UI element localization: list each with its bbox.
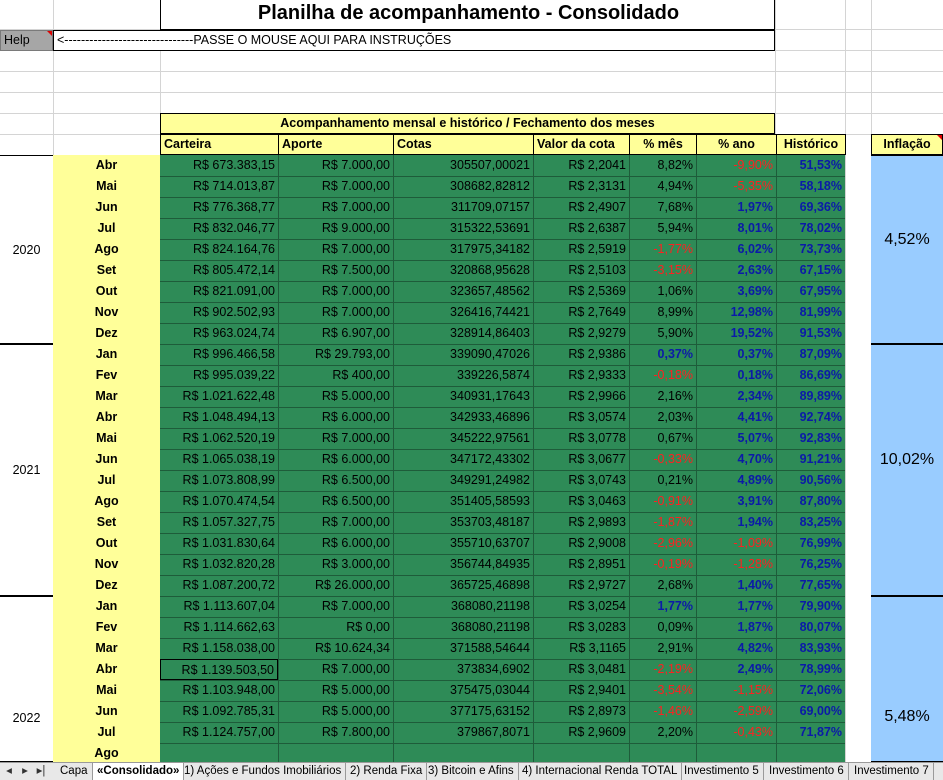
cell-carteira[interactable]: R$ 673.383,15: [192, 158, 275, 172]
cell-mes[interactable]: 0,09%: [657, 620, 693, 634]
cell-aporte[interactable]: R$ 6.500,00: [321, 473, 390, 487]
cell-aporte[interactable]: R$ 6.907,00: [321, 326, 390, 340]
cell-carteira[interactable]: R$ 1.092.785,31: [182, 704, 275, 718]
cell-cotas[interactable]: 311709,07157: [450, 200, 530, 214]
cell-hist[interactable]: 87,80%: [799, 494, 842, 508]
cell-aporte[interactable]: R$ 7.000,00: [321, 515, 390, 529]
cell-ano[interactable]: [696, 743, 776, 764]
cell-carteira[interactable]: R$ 1.113.607,04: [183, 599, 275, 613]
cell-mes[interactable]: -3,15%: [653, 263, 693, 277]
cell-mes[interactable]: 2,16%: [657, 389, 693, 403]
year-label[interactable]: 2022: [12, 711, 41, 725]
cell-ano[interactable]: 6,02%: [737, 242, 773, 256]
cell-cotas[interactable]: 356744,84935: [450, 557, 530, 571]
cell-cota[interactable]: R$ 2,5369: [568, 284, 626, 298]
month-cell[interactable]: Nov: [94, 305, 119, 319]
help-message[interactable]: <-------------------------------PASSE O MOUSE AQUI PARA INSTRUÇÕES: [53, 30, 775, 51]
cell-carteira[interactable]: R$ 995.039,22: [192, 368, 275, 382]
cell-carteira[interactable]: [160, 743, 278, 764]
tab-sheet-0[interactable]: Capa: [56, 763, 93, 780]
cell-carteira[interactable]: R$ 1.073.808,99: [182, 473, 275, 487]
cell-aporte[interactable]: R$ 7.800,00: [321, 725, 390, 739]
cell-hist[interactable]: 77,65%: [799, 578, 842, 592]
cell-carteira[interactable]: R$ 1.103.948,00: [182, 683, 275, 697]
cell-mes[interactable]: -0,19%: [653, 557, 693, 571]
cell-cota[interactable]: R$ 2,7649: [568, 305, 626, 319]
cell-cota[interactable]: R$ 3,0463: [568, 494, 626, 508]
cell-cotas[interactable]: 305507,00021: [450, 158, 530, 172]
cell-ano[interactable]: 4,89%: [737, 473, 773, 487]
cell-carteira[interactable]: R$ 805.472,14: [192, 263, 275, 277]
gridline-h: [0, 71, 943, 72]
cell-hist[interactable]: 83,93%: [799, 641, 842, 655]
cell-cota[interactable]: [533, 743, 629, 764]
cell-hist[interactable]: 73,73%: [799, 242, 842, 256]
cell-aporte[interactable]: R$ 7.000,00: [321, 662, 390, 676]
month-cell[interactable]: Out: [95, 284, 118, 298]
cell-mes[interactable]: 0,21%: [657, 473, 693, 487]
cell-cota[interactable]: R$ 3,0574: [568, 410, 626, 424]
cell-carteira[interactable]: R$ 1.124.757,00: [182, 725, 275, 739]
cell-hist[interactable]: 69,00%: [799, 704, 842, 718]
inflation-block[interactable]: [871, 596, 943, 762]
cell-carteira[interactable]: R$ 1.021.622,48: [182, 389, 275, 403]
cell-cota[interactable]: R$ 2,5103: [568, 263, 626, 277]
cell-cotas[interactable]: 342933,46896: [450, 410, 530, 424]
scroll-last-tab-icon[interactable]: ▸|: [36, 765, 46, 777]
cell-mes[interactable]: -1,87%: [653, 515, 693, 529]
cell-mes[interactable]: 8,99%: [657, 305, 693, 319]
cell-aporte[interactable]: [278, 743, 393, 764]
cell-cotas[interactable]: 371588,54644: [450, 641, 530, 655]
month-cell[interactable]: Abr: [95, 662, 118, 676]
cell-cotas[interactable]: 379867,8071: [457, 725, 530, 739]
cell-hist[interactable]: 67,15%: [799, 263, 842, 277]
month-cell[interactable]: Set: [96, 515, 117, 529]
cell-cota[interactable]: R$ 2,9727: [568, 578, 626, 592]
cell-mes[interactable]: 2,68%: [657, 578, 693, 592]
cell-cota[interactable]: R$ 2,8973: [568, 704, 626, 718]
cell-cota[interactable]: R$ 3,0743: [568, 473, 626, 487]
tab-sheet-7[interactable]: Investimento 6: [765, 763, 849, 780]
cell-aporte[interactable]: R$ 7.000,00: [321, 284, 390, 298]
cell-aporte[interactable]: R$ 5.000,00: [321, 704, 390, 718]
cell-cota[interactable]: R$ 2,4907: [568, 200, 626, 214]
cell-mes[interactable]: -3,54%: [653, 683, 693, 697]
cell-hist[interactable]: 51,53%: [799, 158, 842, 172]
cell-cota[interactable]: R$ 2,9401: [568, 683, 626, 697]
cell-hist[interactable]: 83,25%: [799, 515, 842, 529]
cell-hist[interactable]: 78,02%: [799, 221, 842, 235]
cell-cotas[interactable]: [393, 743, 533, 764]
header-historico[interactable]: Histórico: [776, 134, 846, 155]
cell-ano[interactable]: 4,70%: [737, 452, 773, 466]
cell-carteira[interactable]: R$ 1.048.494,13: [182, 410, 275, 424]
scroll-prev-tab-icon[interactable]: ▸: [22, 765, 28, 777]
cell-ano[interactable]: 4,82%: [737, 641, 773, 655]
cell-mes[interactable]: 1,77%: [657, 599, 693, 613]
month-cell[interactable]: Fev: [95, 620, 118, 634]
cell-hist[interactable]: 81,99%: [799, 305, 842, 319]
month-cell[interactable]: Abr: [95, 410, 118, 424]
cell-cotas[interactable]: 349291,24982: [450, 473, 530, 487]
sheet-tabs-bar: [0, 762, 943, 780]
cell-ano[interactable]: 1,40%: [737, 578, 773, 592]
cell-carteira[interactable]: R$ 1.062.520,19: [182, 431, 275, 445]
month-cell[interactable]: Mai: [96, 683, 117, 697]
cell-ano[interactable]: 8,01%: [737, 221, 773, 235]
cell-hist[interactable]: 91,21%: [799, 452, 842, 466]
cell-hist[interactable]: 86,69%: [799, 368, 842, 382]
month-cell[interactable]: Abr: [95, 158, 118, 172]
cell-cotas[interactable]: 339226,5874: [457, 368, 530, 382]
cell-ano[interactable]: 12,98%: [730, 305, 773, 319]
month-cell[interactable]: Jun: [95, 200, 118, 214]
month-cell[interactable]: Ago: [94, 494, 119, 508]
month-cell[interactable]: Mar: [95, 641, 118, 655]
cell-cotas[interactable]: 365725,46898: [450, 578, 530, 592]
cell-hist[interactable]: 72,06%: [799, 683, 842, 697]
cell-hist[interactable]: [776, 743, 845, 764]
header-carteira[interactable]: Carteira: [160, 134, 279, 155]
cell-mes[interactable]: 5,94%: [657, 221, 693, 235]
cell-carteira[interactable]: R$ 821.091,00: [192, 284, 275, 298]
cell-ano[interactable]: 0,37%: [737, 347, 773, 361]
cell-cotas[interactable]: 320868,95628: [450, 263, 530, 277]
month-cell[interactable]: Mai: [96, 431, 117, 445]
cell-aporte[interactable]: R$ 7.000,00: [321, 158, 390, 172]
month-cell[interactable]: Jul: [97, 473, 116, 487]
cell-mes[interactable]: -0,18%: [653, 368, 693, 382]
tab-sheet-4[interactable]: 3) Bitcoin e Afins: [424, 763, 519, 780]
cell-aporte[interactable]: R$ 9.000,00: [321, 221, 390, 235]
cell-ano[interactable]: -1,15%: [733, 683, 773, 697]
tab-sheet-6[interactable]: Investimento 5: [680, 763, 764, 780]
month-cell[interactable]: Jun: [95, 452, 118, 466]
month-cell[interactable]: Out: [95, 536, 118, 550]
cell-mes[interactable]: -0,33%: [653, 452, 693, 466]
cell-cota[interactable]: R$ 2,9609: [568, 725, 626, 739]
cell-ano[interactable]: 2,49%: [737, 662, 773, 676]
cell-aporte[interactable]: R$ 7.000,00: [321, 431, 390, 445]
cell-cota[interactable]: R$ 2,9279: [568, 326, 626, 340]
month-cell[interactable]: Mar: [95, 389, 118, 403]
cell-cota[interactable]: R$ 3,0481: [568, 662, 626, 676]
cell-mes[interactable]: -0,91%: [653, 494, 693, 508]
month-cell[interactable]: Jul: [97, 221, 116, 235]
inflation-header[interactable]: [871, 134, 943, 155]
cell-aporte[interactable]: R$ 7.000,00: [321, 599, 390, 613]
header-pct-mes[interactable]: % mês: [629, 134, 697, 155]
cell-ano[interactable]: 1,97%: [737, 200, 773, 214]
cell-cota[interactable]: R$ 3,0778: [568, 431, 626, 445]
cell-hist[interactable]: 76,25%: [799, 557, 842, 571]
month-cell[interactable]: Dez: [95, 326, 118, 340]
cell-cota[interactable]: R$ 2,3131: [568, 179, 626, 193]
cell-cota[interactable]: R$ 2,2041: [568, 158, 626, 172]
cell-cotas[interactable]: 353703,48187: [450, 515, 530, 529]
cell-cota[interactable]: R$ 2,9893: [568, 515, 626, 529]
cell-ano[interactable]: -2,59%: [733, 704, 773, 718]
cell-cotas[interactable]: 328914,86403: [450, 326, 530, 340]
cell-ano[interactable]: 19,52%: [730, 326, 773, 340]
cell-mes[interactable]: -1,46%: [653, 704, 693, 718]
inflation-header-label: Inflação: [883, 137, 931, 151]
cell-ano[interactable]: -0,43%: [733, 725, 773, 739]
cell-carteira[interactable]: R$ 832.046,77: [192, 221, 275, 235]
cell-ano[interactable]: 1,87%: [737, 620, 773, 634]
cell-aporte[interactable]: R$ 6.000,00: [321, 536, 390, 550]
cell-aporte[interactable]: R$ 6.500,00: [321, 494, 390, 508]
cell-carteira[interactable]: R$ 996.466,58: [192, 347, 275, 361]
cell-mes[interactable]: 0,67%: [657, 431, 693, 445]
cell-carteira[interactable]: R$ 776.368,77: [192, 200, 275, 214]
cell-mes[interactable]: 2,20%: [657, 725, 693, 739]
cell-mes[interactable]: 5,90%: [657, 326, 693, 340]
cell-hist[interactable]: 71,87%: [799, 725, 842, 739]
cell-cotas[interactable]: 317975,34182: [450, 242, 530, 256]
cell-cotas[interactable]: 345222,97561: [450, 431, 530, 445]
month-cell[interactable]: Jan: [95, 347, 118, 361]
cell-hist[interactable]: 89,89%: [799, 389, 842, 403]
cell-aporte[interactable]: R$ 29.793,00: [314, 347, 390, 361]
cell-aporte[interactable]: R$ 7.000,00: [321, 305, 390, 319]
month-cell[interactable]: Ago: [94, 746, 119, 760]
cell-cotas[interactable]: 347172,43302: [450, 452, 530, 466]
cell-carteira[interactable]: R$ 1.087.200,72: [182, 578, 275, 592]
cell-cota[interactable]: R$ 2,9386: [568, 347, 626, 361]
cell-carteira[interactable]: R$ 1.070.474,54: [182, 494, 275, 508]
month-cell[interactable]: Nov: [94, 557, 119, 571]
cell-aporte[interactable]: R$ 7.000,00: [321, 179, 390, 193]
gridline-h: [0, 92, 943, 93]
cell-ano[interactable]: 2,63%: [737, 263, 773, 277]
cell-aporte[interactable]: R$ 3.000,00: [321, 557, 390, 571]
month-cell[interactable]: Jan: [95, 599, 118, 613]
tab-sheet-2[interactable]: 1) Ações e Fundos Imobiliários: [180, 763, 346, 780]
tab-sheet-3[interactable]: 2) Renda Fixa: [346, 763, 427, 780]
cell-ano[interactable]: 1,77%: [737, 599, 773, 613]
cell-carteira[interactable]: R$ 1.139.503,50: [160, 659, 278, 680]
cell-hist[interactable]: 76,99%: [799, 536, 842, 550]
cell-hist[interactable]: 92,74%: [799, 410, 842, 424]
cell-carteira[interactable]: R$ 902.502,93: [192, 305, 275, 319]
inflation-value: 10,02%: [879, 451, 935, 468]
gridline-v: [845, 0, 846, 762]
cell-hist[interactable]: 91,53%: [799, 326, 842, 340]
cell-aporte[interactable]: R$ 10.624,34: [314, 641, 390, 655]
cell-cotas[interactable]: 368080,21198: [450, 599, 530, 613]
cell-ano[interactable]: 3,91%: [737, 494, 773, 508]
year-label[interactable]: 2021: [12, 463, 41, 477]
cell-cota[interactable]: R$ 2,5919: [568, 242, 626, 256]
cell-carteira[interactable]: R$ 1.114.662,63: [183, 620, 275, 634]
month-cell[interactable]: Ago: [94, 242, 119, 256]
cell-aporte[interactable]: R$ 7.500,00: [321, 263, 390, 277]
cell-cota[interactable]: R$ 3,1165: [569, 641, 626, 655]
cell-ano[interactable]: -9,90%: [733, 158, 773, 172]
month-cell[interactable]: Fev: [95, 368, 118, 382]
cell-aporte[interactable]: R$ 400,00: [332, 368, 390, 382]
cell-hist[interactable]: 90,56%: [799, 473, 842, 487]
month-cell[interactable]: Dez: [95, 578, 118, 592]
help-label: Help: [4, 33, 30, 47]
cell-mes[interactable]: 2,03%: [657, 410, 693, 424]
cell-ano[interactable]: 0,18%: [737, 368, 773, 382]
cell-aporte[interactable]: R$ 7.000,00: [321, 242, 390, 256]
cell-aporte[interactable]: R$ 6.000,00: [321, 410, 390, 424]
cell-mes[interactable]: 4,94%: [657, 179, 693, 193]
cell-aporte[interactable]: R$ 7.000,00: [321, 200, 390, 214]
header-aporte[interactable]: Aporte: [278, 134, 394, 155]
month-cell[interactable]: Jul: [97, 725, 116, 739]
band-title[interactable]: Acompanhamento mensal e histórico / Fechamento dos meses: [160, 113, 775, 134]
cell-mes[interactable]: -2,96%: [653, 536, 693, 550]
header-pct-ano[interactable]: % ano: [696, 134, 777, 155]
inflation-value: 4,52%: [884, 230, 930, 248]
cell-carteira[interactable]: R$ 1.032.820,28: [182, 557, 275, 571]
cell-cotas[interactable]: 340931,17643: [450, 389, 530, 403]
cell-cotas[interactable]: 368080,21198: [450, 620, 530, 634]
sheet-title: Planilha de acompanhamento - Consolidado: [257, 2, 680, 24]
title-cell[interactable]: [160, 0, 775, 30]
cell-aporte[interactable]: R$ 26.000,00: [314, 578, 390, 592]
cell-ano[interactable]: 1,94%: [737, 515, 773, 529]
header-valor-cota[interactable]: Valor da cota: [533, 134, 630, 155]
cell-mes[interactable]: [629, 743, 696, 764]
tab-sheet-5[interactable]: 4) Internacional Renda TOTAL: [518, 763, 682, 780]
month-cell[interactable]: Mai: [96, 179, 117, 193]
cell-aporte[interactable]: R$ 0,00: [346, 620, 390, 634]
cell-ano[interactable]: 5,07%: [737, 431, 773, 445]
inflation-value: 5,48%: [884, 708, 930, 725]
cell-carteira[interactable]: R$ 1.057.327,75: [182, 515, 275, 529]
cell-aporte[interactable]: R$ 5.000,00: [321, 389, 390, 403]
cell-hist[interactable]: 79,90%: [799, 599, 842, 613]
cell-cotas[interactable]: 326416,74421: [450, 305, 530, 319]
cell-aporte[interactable]: R$ 5.000,00: [321, 683, 390, 697]
cell-mes[interactable]: 2,91%: [657, 641, 693, 655]
cell-mes[interactable]: 0,37%: [657, 347, 693, 361]
cell-ano[interactable]: -1,09%: [733, 536, 773, 550]
cell-hist[interactable]: 67,95%: [799, 284, 842, 298]
cell-ano[interactable]: -5,35%: [733, 179, 773, 193]
cell-ano[interactable]: 3,69%: [737, 284, 773, 298]
cell-cotas[interactable]: 323657,48562: [450, 284, 530, 298]
cell-cotas[interactable]: 373834,6902: [457, 662, 530, 676]
cell-mes[interactable]: 8,82%: [657, 158, 693, 172]
cell-carteira[interactable]: R$ 1.158.038,00: [182, 641, 275, 655]
comment-indicator-icon: [47, 31, 52, 36]
cell-hist[interactable]: 87,09%: [799, 347, 842, 361]
year-label[interactable]: 2020: [12, 242, 41, 257]
cell-carteira[interactable]: R$ 1.065.038,19: [182, 452, 275, 466]
cell-ano[interactable]: 2,34%: [737, 389, 773, 403]
cell-cotas[interactable]: 375475,03044: [450, 683, 530, 697]
cell-cotas[interactable]: 351405,58593: [450, 494, 530, 508]
cell-hist[interactable]: 69,36%: [799, 200, 842, 214]
cell-carteira[interactable]: R$ 714.013,87: [192, 179, 275, 193]
cell-carteira[interactable]: R$ 1.031.830,64: [182, 536, 275, 550]
comment-indicator-icon: [937, 135, 942, 140]
cell-cota[interactable]: R$ 3,0254: [568, 599, 626, 613]
cell-carteira[interactable]: R$ 963.024,74: [192, 326, 275, 340]
cell-aporte[interactable]: R$ 6.000,00: [321, 452, 390, 466]
help-cell[interactable]: [0, 30, 53, 51]
cell-hist[interactable]: 78,99%: [799, 662, 842, 676]
cell-mes[interactable]: -1,77%: [653, 242, 693, 256]
cell-cota[interactable]: R$ 3,0283: [568, 620, 626, 634]
cell-cota[interactable]: R$ 2,8951: [568, 557, 626, 571]
month-cell[interactable]: Set: [96, 263, 117, 277]
cell-cotas[interactable]: 339090,47026: [450, 347, 530, 361]
cell-mes[interactable]: 1,06%: [657, 284, 693, 298]
cell-hist[interactable]: 58,18%: [799, 179, 842, 193]
cell-cota[interactable]: R$ 2,9008: [568, 536, 626, 550]
cell-mes[interactable]: 7,68%: [657, 200, 693, 214]
cell-ano[interactable]: 4,41%: [737, 410, 773, 424]
scroll-first-tab-icon[interactable]: ◂: [6, 765, 12, 777]
tab-consolidado[interactable]: «Consolidado»: [93, 763, 184, 780]
cell-carteira[interactable]: R$ 824.164,76: [192, 242, 275, 256]
cell-cota[interactable]: R$ 2,9333: [568, 368, 626, 382]
cell-ano[interactable]: -1,28%: [733, 557, 773, 571]
month-cell[interactable]: Jun: [95, 704, 118, 718]
cell-cotas[interactable]: 308682,82812: [450, 179, 530, 193]
cell-cota[interactable]: R$ 2,9966: [568, 389, 626, 403]
cell-cotas[interactable]: 377175,63152: [450, 704, 530, 718]
cell-cota[interactable]: R$ 3,0677: [568, 452, 626, 466]
cell-cotas[interactable]: 315322,53691: [450, 221, 530, 235]
header-cotas[interactable]: Cotas: [393, 134, 534, 155]
cell-cotas[interactable]: 355710,63707: [450, 536, 530, 550]
cell-hist[interactable]: 92,83%: [799, 431, 842, 445]
tab-sheet-8[interactable]: Investimento 7: [850, 763, 934, 780]
cell-cota[interactable]: R$ 2,6387: [568, 221, 626, 235]
cell-hist[interactable]: 80,07%: [799, 620, 842, 634]
cell-mes[interactable]: -2,19%: [653, 662, 693, 676]
